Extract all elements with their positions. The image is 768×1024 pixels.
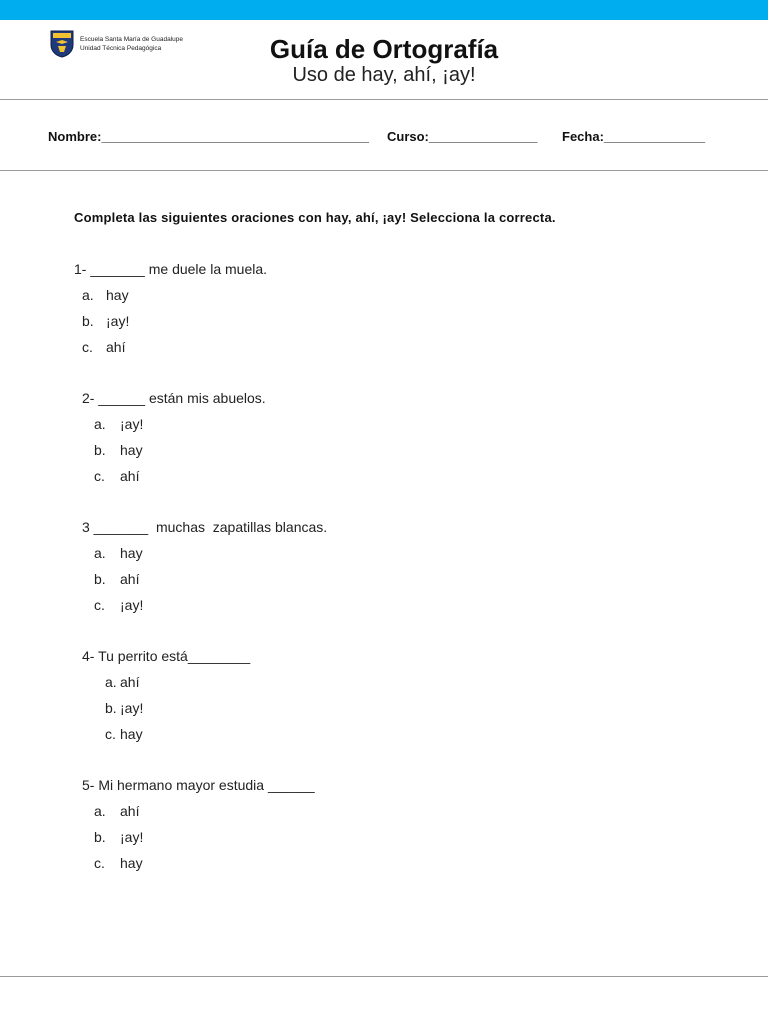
question-2-option-a[interactable] (94, 416, 143, 432)
question-5-option-c[interactable] (94, 855, 143, 871)
question-5-option-b[interactable] (94, 829, 143, 845)
question-5-option-a[interactable] (94, 803, 139, 819)
option-text: ahí (120, 468, 140, 484)
question-4-option-a[interactable] (105, 674, 139, 690)
option-text: hay (120, 855, 143, 871)
option-letter: b. (94, 829, 106, 845)
option-text: ahí (120, 571, 140, 587)
option-letter: b. (105, 700, 117, 716)
question-3-option-b[interactable] (94, 571, 139, 587)
option-letter: c. (94, 855, 105, 871)
school-name-line1: Escuela Santa María de Guadalupe (80, 36, 183, 43)
name-field[interactable]: Nombre:_____________________________________ (48, 129, 369, 144)
question-2: 2- ______ están mis abuelos. (82, 390, 266, 406)
option-letter: a. (94, 416, 106, 432)
question-2-option-c[interactable] (94, 468, 139, 484)
option-letter: b. (94, 442, 106, 458)
fields-divider (0, 170, 768, 171)
option-text: ¡ay! (120, 597, 144, 613)
option-text: hay (120, 545, 143, 561)
question-1-option-a[interactable] (82, 287, 129, 303)
option-text: ¡ay! (120, 700, 144, 716)
option-letter: a. (105, 674, 117, 690)
question-1-option-c[interactable] (82, 339, 125, 355)
option-letter: c. (94, 597, 105, 613)
option-text: hay (120, 726, 143, 742)
school-name-line2: Unidad Técnica Pedagógica (80, 44, 162, 52)
question-4-option-c[interactable] (105, 726, 143, 742)
option-letter: b. (94, 571, 106, 587)
top-accent-bar (0, 0, 768, 20)
option-letter: c. (94, 468, 105, 484)
option-letter: a. (94, 803, 106, 819)
option-text: hay (120, 442, 143, 458)
option-letter: b. (82, 313, 94, 329)
question-2-option-b[interactable] (94, 442, 143, 458)
question-5: 5- Mi hermano mayor estudia ______ (82, 777, 315, 793)
footer-divider (0, 976, 768, 977)
question-3: 3 _______ muchas zapatillas blancas. (82, 519, 328, 535)
question-4: 4- Tu perrito está________ (82, 648, 251, 664)
option-text: ¡ay! (120, 416, 144, 432)
question-4-option-b[interactable] (105, 700, 143, 716)
date-field[interactable]: Fecha:______________ (562, 129, 706, 144)
header-divider (0, 99, 768, 100)
question-3-option-a[interactable] (94, 545, 143, 561)
option-text: ahí (106, 339, 126, 355)
page-subtitle: Uso de hay, ahí, ¡ay! (292, 64, 476, 86)
question-1: 1- _______ me duele la muela. (74, 261, 268, 277)
option-text: ahí (120, 803, 140, 819)
option-text: hay (106, 287, 129, 303)
page-title: Guía de Ortografía (269, 34, 499, 64)
instruction-text: Completa las siguientes oraciones con hay, ahí, ¡ay! Selecciona la correcta. (74, 210, 556, 225)
question-3-option-c[interactable] (94, 597, 143, 613)
option-letter: a. (82, 287, 94, 303)
option-letter: c. (82, 339, 93, 355)
option-letter: c. (105, 726, 116, 742)
question-1-option-b[interactable] (82, 313, 129, 329)
option-text: ¡ay! (106, 313, 130, 329)
course-field[interactable]: Curso:_______________ (387, 129, 538, 144)
option-text: ahí (120, 674, 140, 690)
option-text: ¡ay! (120, 829, 144, 845)
document-header (0, 20, 768, 100)
option-letter: a. (94, 545, 106, 561)
